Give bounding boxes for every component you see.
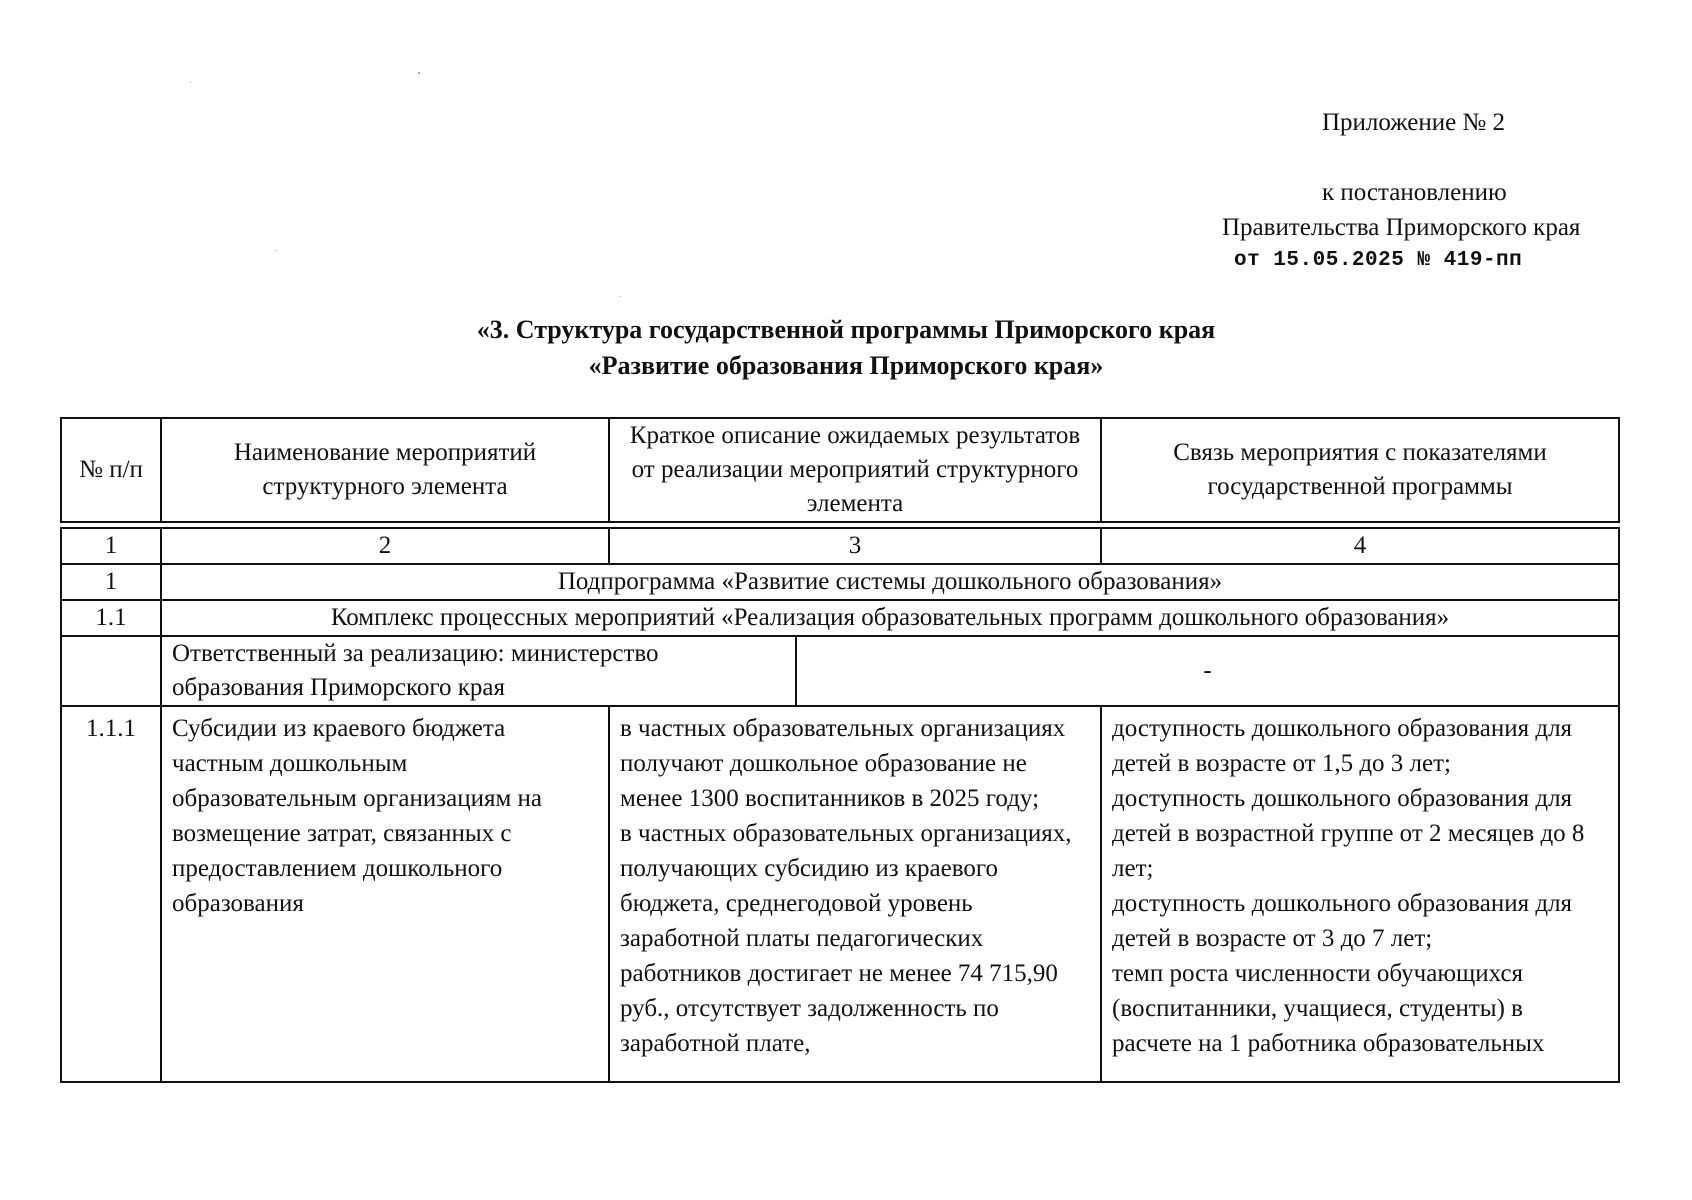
column-number: 4 <box>1101 528 1619 564</box>
row-expected-results: в частных образовательных организациях получают дошкольное образование не менее 1300 воспитанников в 2025 году; в частных образовательных организациях, получающих субсидию из краевого бюджета, среднегодовой уровень заработной платы педагогических работников достигает не менее 74 715,90 руб., отсутствует задолженность по заработной плате, <box>609 706 1101 1082</box>
responsible-cell <box>161 636 1619 706</box>
column-number: 1 <box>61 528 161 564</box>
complex-title: Комплекс процессных мероприятий «Реализация образовательных программ дошкольного образования» <box>161 600 1619 636</box>
appendix-government: Правительства Приморского края <box>1222 214 1581 241</box>
program-structure-table <box>60 417 1620 1083</box>
header-cell-results: Краткое описание ожидаемых результатов от реализации мероприятий структурного элемента <box>609 418 1101 522</box>
row-indicators: доступность дошкольного образования для детей в возрасте от 1,5 до 3 лет; доступность дошкольного образования для детей в возрастной группе от 2 месяцев до 8 лет; доступность дошкольного образования для детей в возрасте от 3 до 7 лет; темп роста численности обучающихся (воспитанники, учащиеся, студенты) в расчете на 1 работника образовательных <box>1101 706 1619 1082</box>
column-number: 2 <box>161 528 609 564</box>
appendix-title: Приложение № 2 <box>1322 109 1506 136</box>
section-heading-line2: «Развитие образования Приморского края» <box>588 351 1104 380</box>
header-cell-indicators: Связь мероприятия с показателями государственной программы <box>1101 418 1619 522</box>
responsible-text: Ответственный за реализацию: министерство образования Приморского края <box>162 637 797 705</box>
column-number-row <box>61 528 1619 564</box>
section-heading-line1: «3. Структура государственной программы Приморского края <box>476 315 1216 344</box>
subprogram-row <box>61 564 1619 600</box>
appendix-reference: к постановлению <box>1322 179 1507 206</box>
subprogram-title: Подпрограмма «Развитие системы дошкольного образования» <box>161 564 1619 600</box>
scan-speck <box>190 82 191 83</box>
scan-speck <box>275 250 276 251</box>
row-event-name: Субсидии из краевого бюджета частным дошкольным образовательным организациям на возмещение затрат, связанных с предоставлением дошкольного образования <box>161 706 609 1082</box>
responsible-number <box>61 636 161 706</box>
column-number: 3 <box>609 528 1101 564</box>
responsible-row <box>61 636 1619 706</box>
row-number: 1.1.1 <box>61 706 161 1082</box>
scan-speck <box>620 296 621 297</box>
scan-speck <box>418 72 420 74</box>
responsible-dash: - <box>1203 657 1212 684</box>
table-row <box>61 706 1619 1082</box>
complex-number: 1.1 <box>61 600 161 636</box>
table-header-row <box>61 418 1619 522</box>
subprogram-number: 1 <box>61 564 161 600</box>
complex-row <box>61 600 1619 636</box>
header-cell-number: № п/п <box>61 418 161 522</box>
header-cell-name: Наименование мероприятий структурного элемента <box>161 418 609 522</box>
appendix-date-stamp: от 15.05.2025 № 419-пп <box>1234 249 1523 272</box>
